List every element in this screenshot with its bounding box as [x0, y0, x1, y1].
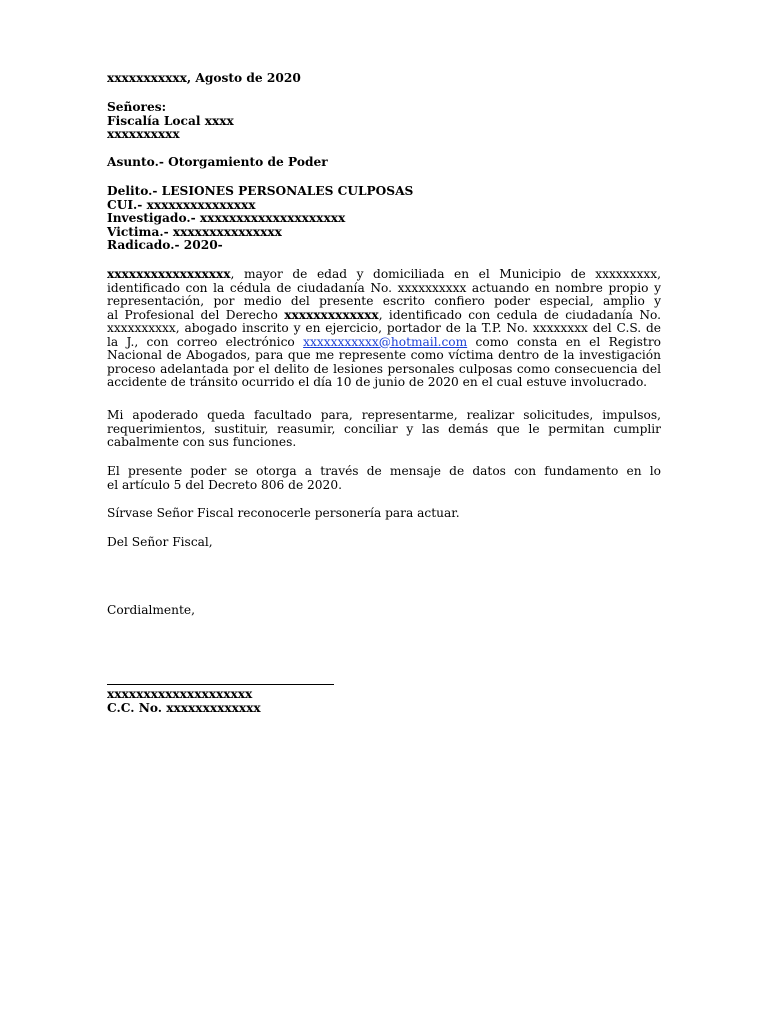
case-investigado: Investigado.- xxxxxxxxxxxxxxxxxxxx — [107, 211, 346, 225]
p1-line-7: Nacional de Abogados, para que me represente como víctima dentro de la investigación — [107, 349, 661, 362]
signature-line — [107, 684, 334, 685]
p1-line-6-post: como consta en el Registro — [467, 335, 661, 349]
p1-line-4-pre: al Profesional del Derecho — [107, 308, 285, 322]
place-date-text: xxxxxxxxxxx, Agosto de 2020 — [107, 71, 301, 85]
body-paragraph-1 — [107, 268, 661, 390]
p1-line-1 — [107, 268, 661, 282]
grantor-name: xxxxxxxxxxxxxxxxx — [107, 268, 231, 281]
p2-line-1: Mi apoderado queda facultado para, representarme, realizar solicitudes, impulsos, — [107, 409, 661, 422]
subject-text: Asunto.- Otorgamiento de Poder — [107, 155, 328, 169]
case-details — [107, 185, 661, 253]
p3-line-2: el artículo 5 del Decreto 806 de 2020. — [107, 478, 342, 492]
body-paragraph-2 — [107, 409, 661, 450]
signature-name: xxxxxxxxxxxxxxxxxxxx — [107, 687, 253, 701]
p1-line-9: accidente de tránsito ocurrido el día 10 de junio de 2020 en el cual estuve involucrado. — [107, 376, 647, 389]
p1-line-5: xxxxxxxxxx, abogado inscrito y en ejercicio, portador de la T.P. No. xxxxxxxx del C.S. de — [107, 322, 661, 335]
p1-line-1-text: , mayor de edad y domiciliada en el Municipio de xxxxxxxxx, — [230, 268, 661, 281]
p3-line-1: El presente poder se otorga a través de mensaje de datos con fundamento en lo — [107, 465, 661, 478]
case-delito: Delito.- LESIONES PERSONALES CULPOSAS — [107, 184, 414, 198]
signature-block — [107, 688, 661, 715]
p2-line-2: requerimientos, sustituir, reasumir, conciliar y las demás que le permitan cumplir — [107, 422, 661, 436]
p1-line-8: proceso adelantada por el delito de lesiones personales culposas como consecuencia del — [107, 362, 661, 376]
p1-line-6 — [107, 336, 661, 350]
recipient-office: Fiscalía Local xxxx — [107, 113, 234, 128]
body-paragraph-3 — [107, 465, 661, 492]
signature-id: C.C. No. xxxxxxxxxxxxx — [107, 700, 261, 715]
recipient-city: xxxxxxxxxx — [107, 127, 180, 141]
p1-line-4-post: , identificado con cedula de ciudadanía No. — [378, 308, 661, 322]
recipient-salutation: Señores: — [107, 100, 167, 114]
place-date — [107, 72, 661, 86]
case-cui: CUI.- xxxxxxxxxxxxxxx — [107, 197, 256, 212]
body-paragraph-5 — [107, 536, 661, 550]
closing — [107, 604, 661, 618]
p1-line-2: identificado con la cédula de ciudadanía No. xxxxxxxxxx actuando en nombre propio y — [107, 281, 661, 295]
case-radicado: Radicado.- 2020- — [107, 238, 223, 252]
body-paragraph-4 — [107, 507, 661, 521]
closing-text: Cordialmente, — [107, 603, 195, 617]
p1-line-4 — [107, 309, 661, 323]
attorney-email-link[interactable]: xxxxxxxxxxx@hotmail.com — [303, 335, 468, 349]
case-victima: Victima.- xxxxxxxxxxxxxxx — [107, 224, 282, 239]
p5-text: Del Señor Fiscal, — [107, 535, 213, 549]
subject — [107, 156, 661, 170]
attorney-name: xxxxxxxxxxxxx — [284, 308, 379, 322]
p4-text: Sírvase Señor Fiscal reconocerle personería para actuar. — [107, 506, 460, 520]
p2-line-3: cabalmente con sus funciones. — [107, 436, 297, 449]
recipient-block — [107, 101, 661, 142]
p1-line-6-pre: la J., con correo electrónico — [107, 335, 304, 349]
p1-line-3: representación, por medio del presente escrito confiero poder especial, amplio y — [107, 295, 661, 308]
